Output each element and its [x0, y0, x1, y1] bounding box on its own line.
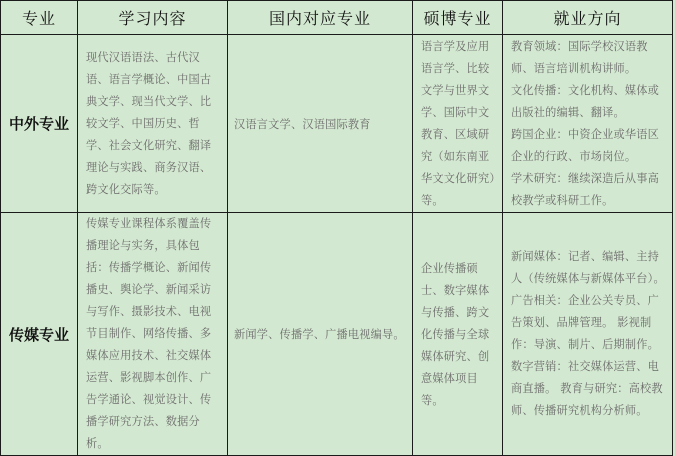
career-item: 跨国企业：中资企业或华语区企业的行政、市场岗位。 — [511, 127, 660, 163]
career-cell — [503, 35, 673, 213]
study-content-cell — [78, 35, 228, 213]
career-item: 教育领域：国际学校汉语教师、语言培训机构讲师。 — [511, 39, 648, 75]
domestic-major-cell — [228, 35, 413, 213]
header-domestic-major: 国内对应专业 — [228, 1, 413, 35]
header-major: 专业 — [1, 1, 78, 35]
graduate-major: 企业传播硕士、数字媒体与传播、跨文化传播与全球媒体研究、创意媒体项目等。 — [421, 261, 490, 407]
domestic-major: 新闻学、传播学、广播电视编导。 — [234, 328, 405, 341]
career-item: 新闻媒体：记者、编辑、主持人（传统媒体与新媒体平台）。 — [511, 250, 665, 285]
graduate-major-cell — [413, 213, 503, 456]
header-row — [1, 1, 673, 35]
graduate-major-cell — [413, 35, 503, 213]
table-row-media — [1, 213, 673, 456]
major-name: 中外专业 — [1, 35, 78, 213]
career-list — [503, 246, 672, 422]
career-item: 学术研究：继续深造后从事高校教学或科研工作。 — [511, 171, 660, 207]
domestic-major: 汉语言文学、汉语国际教育 — [234, 117, 371, 131]
header-graduate-major: 硕博专业 — [413, 1, 503, 35]
career-cell — [503, 213, 673, 456]
career-item: 广告相关：企业公关专员、广告策划、品牌管理。 影视制作：导演、制片、后期制作。 — [511, 294, 660, 351]
table-row-chinese-foreign — [1, 35, 673, 213]
header-career-direction: 就业方向 — [503, 1, 673, 35]
study-content: 传媒专业课程体系覆盖传播理论与实务，具体包括：传播学概论、新闻传播史、舆论学、新闻采访与写作、摄影技术、电视节目制作、网络传播、多媒体应用技术、社交媒体运营、影视脚本创作、广告学通论、视觉设计、传播学研究方法、数据分析。 — [86, 217, 212, 450]
graduate-major: 语言学及应用语言学、比较文学与世界文学、国际中文教育、区域研究（如东南亚华文文化研究）等。 — [421, 40, 496, 207]
career-list — [503, 36, 672, 212]
study-content: 现代汉语语法、古代汉语、语言学概论、中国古典文学、现当代文学、比较文学、中国历史、哲学、社会文化研究、翻译理论与实践、商务汉语、跨文化交际等。 — [86, 50, 212, 196]
major-name: 传媒专业 — [1, 213, 78, 456]
career-item: 数字营销：社交媒体运营、电商直播。 教育与研究：高校教师、传播研究机构分析师。 — [511, 360, 663, 417]
header-study-content: 学习内容 — [78, 1, 228, 35]
domestic-major-cell — [228, 213, 413, 456]
study-content-cell — [78, 213, 228, 456]
career-item: 文化传播：文化机构、媒体或出版社的编辑、翻译。 — [511, 83, 660, 119]
